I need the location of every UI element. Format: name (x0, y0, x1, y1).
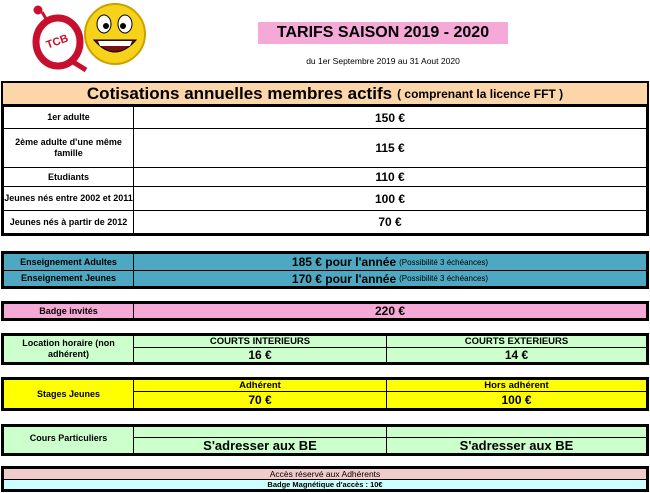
logo-text: TCB (44, 32, 70, 52)
cotisation-label: 1er adulte (3, 106, 134, 129)
cotisations-title-note: ( comprenant la licence FFT ) (397, 86, 564, 101)
cotisation-label: Jeunes nés à partir de 2012 (3, 210, 134, 234)
stages-table (1, 377, 649, 411)
enseignement-adultes-label: Enseignement Adultes (3, 253, 134, 271)
footer-table (1, 466, 649, 492)
cours-label: Cours Particuliers (3, 426, 134, 454)
location-col1-price: 16 € (133, 347, 387, 363)
enseignement-table (1, 251, 649, 289)
badge-label: Badge invités (3, 303, 134, 319)
page-title (258, 22, 508, 44)
page-title-text: TARIFS SAISON 2019 - 2020 (276, 24, 490, 41)
location-table (1, 333, 649, 365)
enseignement-jeunes-label: Enseignement Jeunes (3, 270, 134, 287)
enseignement-jeunes-price: 170 € pour l'année (Possibilité 3 échéances) (133, 270, 647, 287)
cours-col2-text: S'adresser aux BE (386, 437, 647, 454)
cotisation-price: 70 € (133, 210, 647, 234)
cotisations-header (1, 81, 649, 106)
badge-table (1, 301, 649, 321)
cotisations-title: Cotisations annuelles membres actifs (86, 83, 393, 103)
stages-col2-header: Hors adhérent (386, 379, 647, 392)
cotisation-price: 100 € (133, 186, 647, 211)
cotisation-label: Jeunes nés entre 2002 et 2011 (3, 186, 134, 211)
cotisation-price: 115 € (133, 128, 647, 168)
stages-col1-price: 70 € (133, 391, 387, 409)
cours-table (1, 424, 649, 456)
smiley-tennis-logo-icon (28, 2, 150, 72)
location-col2-price: 14 € (386, 347, 647, 363)
page-subtitle: du 1er Septembre 2019 au 31 Aout 2020 (306, 56, 460, 66)
cotisation-price: 110 € (133, 167, 647, 187)
location-col2-header: COURTS EXTERIEURS (386, 335, 647, 348)
cotisation-label: 2ème adulte d'une même famille (3, 128, 134, 168)
stages-col1-header: Adhérent (133, 379, 387, 392)
cotisation-label: Etudiants (3, 167, 134, 187)
cotisation-price: 150 € (133, 106, 647, 129)
stages-label: Stages Jeunes (3, 379, 134, 409)
badge-price: 220 € (133, 303, 647, 319)
cotisations-table (1, 106, 649, 236)
footer-access-note: Accès réservé aux Adhérents (3, 468, 647, 480)
location-label: Location horaire (non adhérent) (3, 335, 134, 363)
location-col1-header: COURTS INTERIEURS (133, 335, 387, 348)
cours-col1-text: S'adresser aux BE (133, 437, 387, 454)
stages-col2-price: 100 € (386, 391, 647, 409)
club-logo (28, 2, 150, 72)
footer-badge-note: Badge Magnétique d'accès : 10€ (3, 479, 647, 490)
enseignement-adultes-price: 185 € pour l'année (Possibilité 3 échéances) (133, 253, 647, 271)
